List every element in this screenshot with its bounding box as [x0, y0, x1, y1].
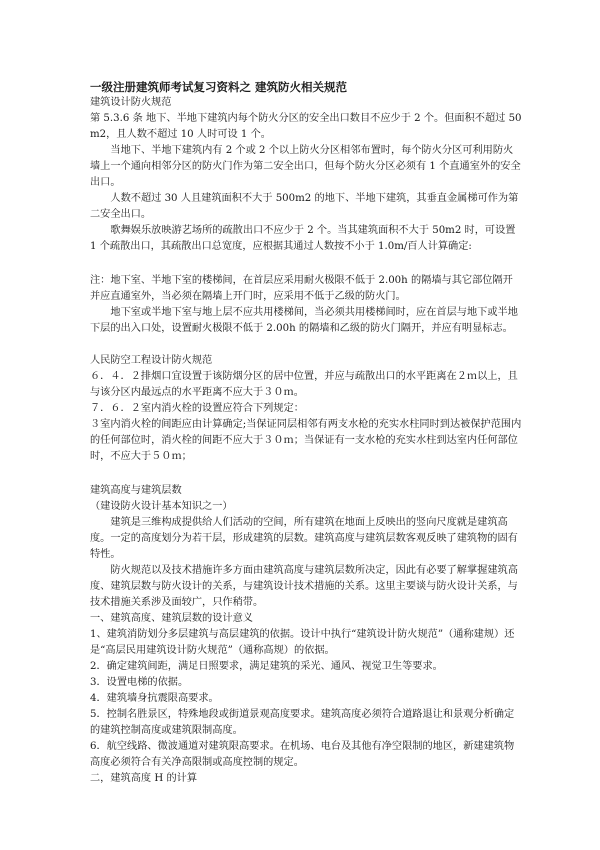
heading-design-significance: 一、建筑高度、建筑层数的设计意义 — [90, 613, 253, 624]
list-item-1: 1、建筑消防划分多层建筑与高层建筑的依据。设计中执行“建筑设计防火规范”（通称建规）还是“高层民用建筑设计防火规范”（通称高规）的依据。 — [90, 629, 515, 656]
list-item-6: 6．航空线路、微波通道对建筑限高要求。在机场、电台及其他有净空限制的地区，新建建筑物高度必须符合有关净高限制或高度控制的规定。 — [90, 741, 515, 768]
list-item-4: 4．建筑墙身抗震限高要求。 — [90, 693, 219, 704]
paragraph-note-stairwell: 注：地下室、半地下室的楼梯间，在首层应采用耐火极限不低于 2.00h 的隔墙与其它部位隔开并应直通室外，当必须在隔墙上开门时，应采用不低于乙级的防火门。 — [90, 275, 513, 302]
section-heading-fire-code: 建筑设计防火规范 — [90, 97, 172, 108]
paragraph-entertainment-venues: 歌舞娱乐放映游艺场所的疏散出口不应少于 2 个。当其建筑面积不大于 50m2 时，可设置 1 个疏散出口，其疏散出口总宽度，应根据其通过人数按不小于 1.0m/百人计算确定: — [90, 225, 516, 252]
section-heading-civil-defense: 人民防空工程设计防火规范 — [90, 355, 213, 366]
paragraph-clause-5-3-6: 第 5.3.6 条 地下、半地下建筑内每个防火分区的安全出口数目不应少于 2 个。但面积不超过 50m2，且人数不超过 10 人时可设 1 个。 — [90, 113, 522, 140]
paragraph-height-definition: 建筑是三维构成提供给人们活动的空间，所有建筑在地面上反映出的竖向尺度就是建筑高度。一定的高度划分为若干层，形成建筑的层数。建筑高度与建筑层数客观反映了建筑物的固有特性。 — [90, 517, 518, 560]
paragraph-hydrant-spacing: ３室内消火栓的间距应由计算确定;当保证同层相邻有两支水枪的充实水柱同时到达被保护范围内的任何部位时，消火栓的间距不应大于３０ｍ；当保证有一支水枪的充实水柱到达室内任何部位时，不应大于５０ｍ； — [90, 419, 522, 462]
section-subtitle: （建设防火设计基本知识之一） — [90, 501, 233, 512]
heading-height-calculation: 二，建筑高度 H 的计算 — [90, 773, 198, 784]
list-item-2: 2．确定建筑间距，满足日照要求，满足建筑的采光、通风、视觉卫生等要求。 — [90, 661, 443, 672]
paragraph-metal-stair: 人数不超过 30 人且建筑面积不大于 500m2 的地下、半地下建筑，其垂直金属梯可作为第二安全出口。 — [90, 193, 519, 220]
paragraph-6-4-2: ６．４．２排烟口宜设置于该防烟分区的居中位置，并应与疏散出口的水平距离在２ｍ以上，且与该分区内最远点的水平距离不应大于３０ｍ。 — [90, 371, 518, 398]
list-item-3: 3．设置电梯的依据。 — [90, 677, 189, 688]
paragraph-adjacent-zones: 当地下、半地下建筑内有 2 个或 2 个以上防火分区相邻布置时，每个防火分区可利用防火墙上一个通向相邻分区的防火门作为第二安全出口，但每个防火分区必须有 1 个直通室外的安全出口。 — [90, 145, 521, 188]
paragraph-shared-stairwell: 地下室或半地下室与地上层不应共用楼梯间，当必须共用楼梯间时，应在首层与地下或半地下层的出入口处，设置耐火极限不低于 2.00h 的隔墙和乙级的防火门隔开，并应有明显标志。 — [90, 307, 518, 334]
section-heading-building-height: 建筑高度与建筑层数 — [90, 485, 182, 496]
document-title: 一级注册建筑师考试复习资料之 建筑防火相关规范 — [90, 80, 348, 94]
list-item-5: 5．控制名胜景区，特殊地段或街道景观高度要求。建筑高度必须符合道路退让和景观分析确定的建筑控制高度或建筑限制高度。 — [90, 709, 515, 736]
paragraph-7-6-2: ７．６．２室内消火栓的设置应符合下列规定： — [90, 403, 304, 414]
paragraph-fire-design-relation: 防火规范以及技术措施许多方面由建筑高度与建筑层数所决定，因此有必要了解掌握建筑高度、建筑层数与防火设计的关系，与建筑设计技术措施的关系。这里主要谈与防火设计关系，与技术措施关系涉及面较广，只作稍带。 — [90, 565, 518, 608]
